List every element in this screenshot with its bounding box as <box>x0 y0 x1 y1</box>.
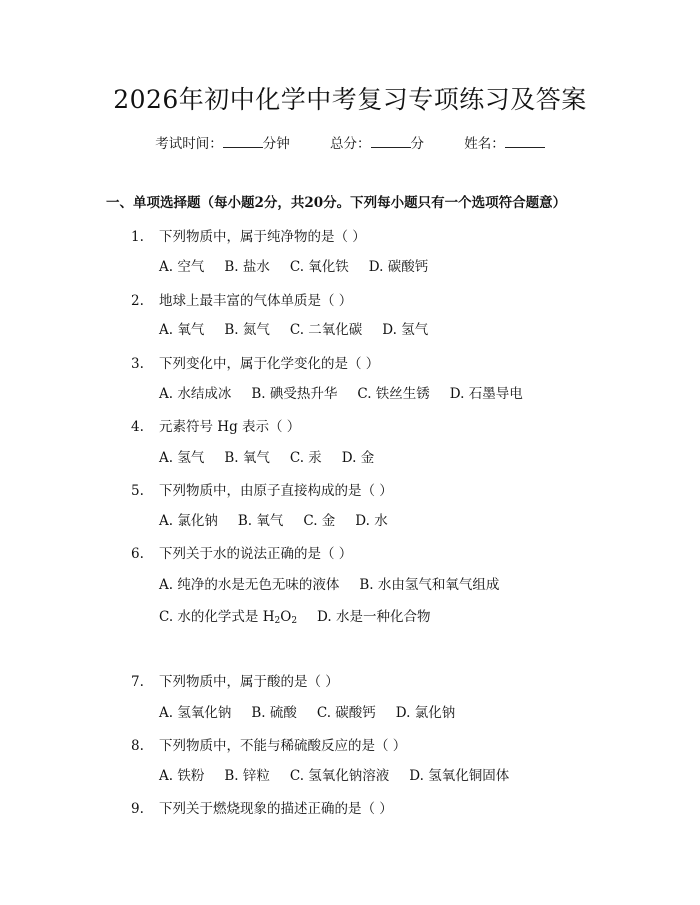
question-4 <box>131 415 300 435</box>
option-d[interactable]: D. 氢气 <box>382 322 429 338</box>
option-row <box>159 446 394 466</box>
formula-subscript: 2 <box>291 616 298 626</box>
option-c[interactable]: C. 碳酸钙 <box>316 705 376 721</box>
question-text: 下列物质中，由原子直接构成的是（ ） <box>159 483 393 499</box>
option-b[interactable]: B. 氧气 <box>224 450 270 466</box>
score-blank <box>371 135 411 148</box>
formula-text: C. 水的化学式是 H <box>159 609 275 625</box>
option-row <box>159 255 448 275</box>
option-d[interactable]: D. 金 <box>341 450 375 466</box>
question-number: 1. <box>131 229 144 245</box>
question-text: 下列物质中，不能与稀硫酸反应的是（ ） <box>159 738 407 754</box>
question-5 <box>131 479 393 499</box>
option-row <box>159 509 408 529</box>
option-c[interactable]: C. 氧化铁 <box>289 259 349 275</box>
option-row <box>159 318 448 338</box>
page-title: 2026年初中化学中考复习专项练习及答案 <box>113 85 587 114</box>
student-name <box>464 132 545 152</box>
name-blank <box>505 135 545 148</box>
question-number: 4. <box>131 419 144 435</box>
question-1 <box>131 225 366 245</box>
option-d[interactable]: D. 水 <box>355 513 388 529</box>
name-label: 姓名： <box>464 136 505 152</box>
option-row <box>159 701 475 721</box>
question-text: 下列物质中，属于纯净物的是（ ） <box>159 229 366 245</box>
question-number: 7. <box>131 674 144 690</box>
option-a[interactable]: A. 纯净的水是无色无味的液体 <box>159 577 340 593</box>
option-a[interactable]: A. 氯化钠 <box>159 513 218 529</box>
question-text: 地球上最丰富的气体单质是（ ） <box>159 293 353 309</box>
option-c[interactable]: C. 金 <box>303 513 336 529</box>
option-a[interactable]: A. 水结成冰 <box>159 386 232 402</box>
option-a[interactable]: A. 空气 <box>159 259 205 275</box>
option-b[interactable]: B. 碘受热升华 <box>251 386 338 402</box>
question-7 <box>131 670 339 690</box>
exam-time <box>155 132 290 152</box>
question-6 <box>131 542 352 562</box>
option-c[interactable]: C. 铁丝生锈 <box>357 386 430 402</box>
exam-meta <box>0 132 700 152</box>
option-b[interactable]: B. 氧气 <box>237 513 284 529</box>
time-unit: 分钟 <box>262 136 290 152</box>
question-text: 下列物质中，属于酸的是（ ） <box>159 674 339 690</box>
option-d[interactable]: D. 石墨导电 <box>449 386 523 402</box>
option-c[interactable]: C. 汞 <box>289 450 322 466</box>
option-d[interactable]: D. 碳酸钙 <box>368 259 429 275</box>
time-blank <box>223 135 263 148</box>
formula-subscript: 2 <box>274 616 281 626</box>
score-unit: 分 <box>410 136 424 152</box>
question-text: 下列关于燃烧现象的描述正确的是（ ） <box>159 801 393 817</box>
question-9 <box>131 797 393 817</box>
question-number: 3. <box>131 356 144 372</box>
option-d[interactable]: D. 氢氧化铜固体 <box>409 768 510 784</box>
option-b[interactable]: B. 水由氢气和氧气组成 <box>359 577 500 593</box>
option-c[interactable] <box>159 605 297 626</box>
question-2 <box>131 289 352 309</box>
option-row-2 <box>159 605 450 626</box>
option-b[interactable]: B. 锌粒 <box>224 768 270 784</box>
option-row <box>159 573 519 593</box>
question-number: 2. <box>131 293 144 309</box>
option-b[interactable]: B. 硫酸 <box>251 705 297 721</box>
question-8 <box>131 734 406 754</box>
option-a[interactable]: A. 氧气 <box>159 322 205 338</box>
option-b[interactable]: B. 盐水 <box>224 259 270 275</box>
question-number: 8. <box>131 738 144 754</box>
option-a[interactable]: A. 氢气 <box>159 450 205 466</box>
question-text: 下列变化中，属于化学变化的是（ ） <box>159 356 380 372</box>
question-number: 6. <box>131 546 144 562</box>
exam-score <box>330 132 424 152</box>
option-row <box>159 764 529 784</box>
option-a[interactable]: A. 氢氧化钠 <box>159 705 232 721</box>
question-number: 5. <box>131 483 144 499</box>
question-text: 下列关于水的说法正确的是（ ） <box>159 546 353 562</box>
question-number: 9. <box>131 801 144 817</box>
option-row <box>159 382 543 402</box>
time-label: 考试时间： <box>155 136 223 152</box>
question-3 <box>131 352 379 372</box>
question-text: 元素符号 Hg 表示（ ） <box>159 419 301 435</box>
option-d[interactable]: D. 氯化钠 <box>395 705 456 721</box>
option-c[interactable]: C. 二氧化碳 <box>289 322 363 338</box>
option-d[interactable]: D. 水是一种化合物 <box>317 609 431 625</box>
option-a[interactable]: A. 铁粉 <box>159 768 205 784</box>
section-heading: 一、单项选择题（每小题2分，共20分。下列每小题只有一个选项符合题意） <box>106 195 567 211</box>
option-c[interactable]: C. 氢氧化钠溶液 <box>289 768 390 784</box>
option-b[interactable]: B. 氮气 <box>224 322 270 338</box>
formula-text: O <box>280 609 292 625</box>
score-label: 总分： <box>330 136 371 152</box>
